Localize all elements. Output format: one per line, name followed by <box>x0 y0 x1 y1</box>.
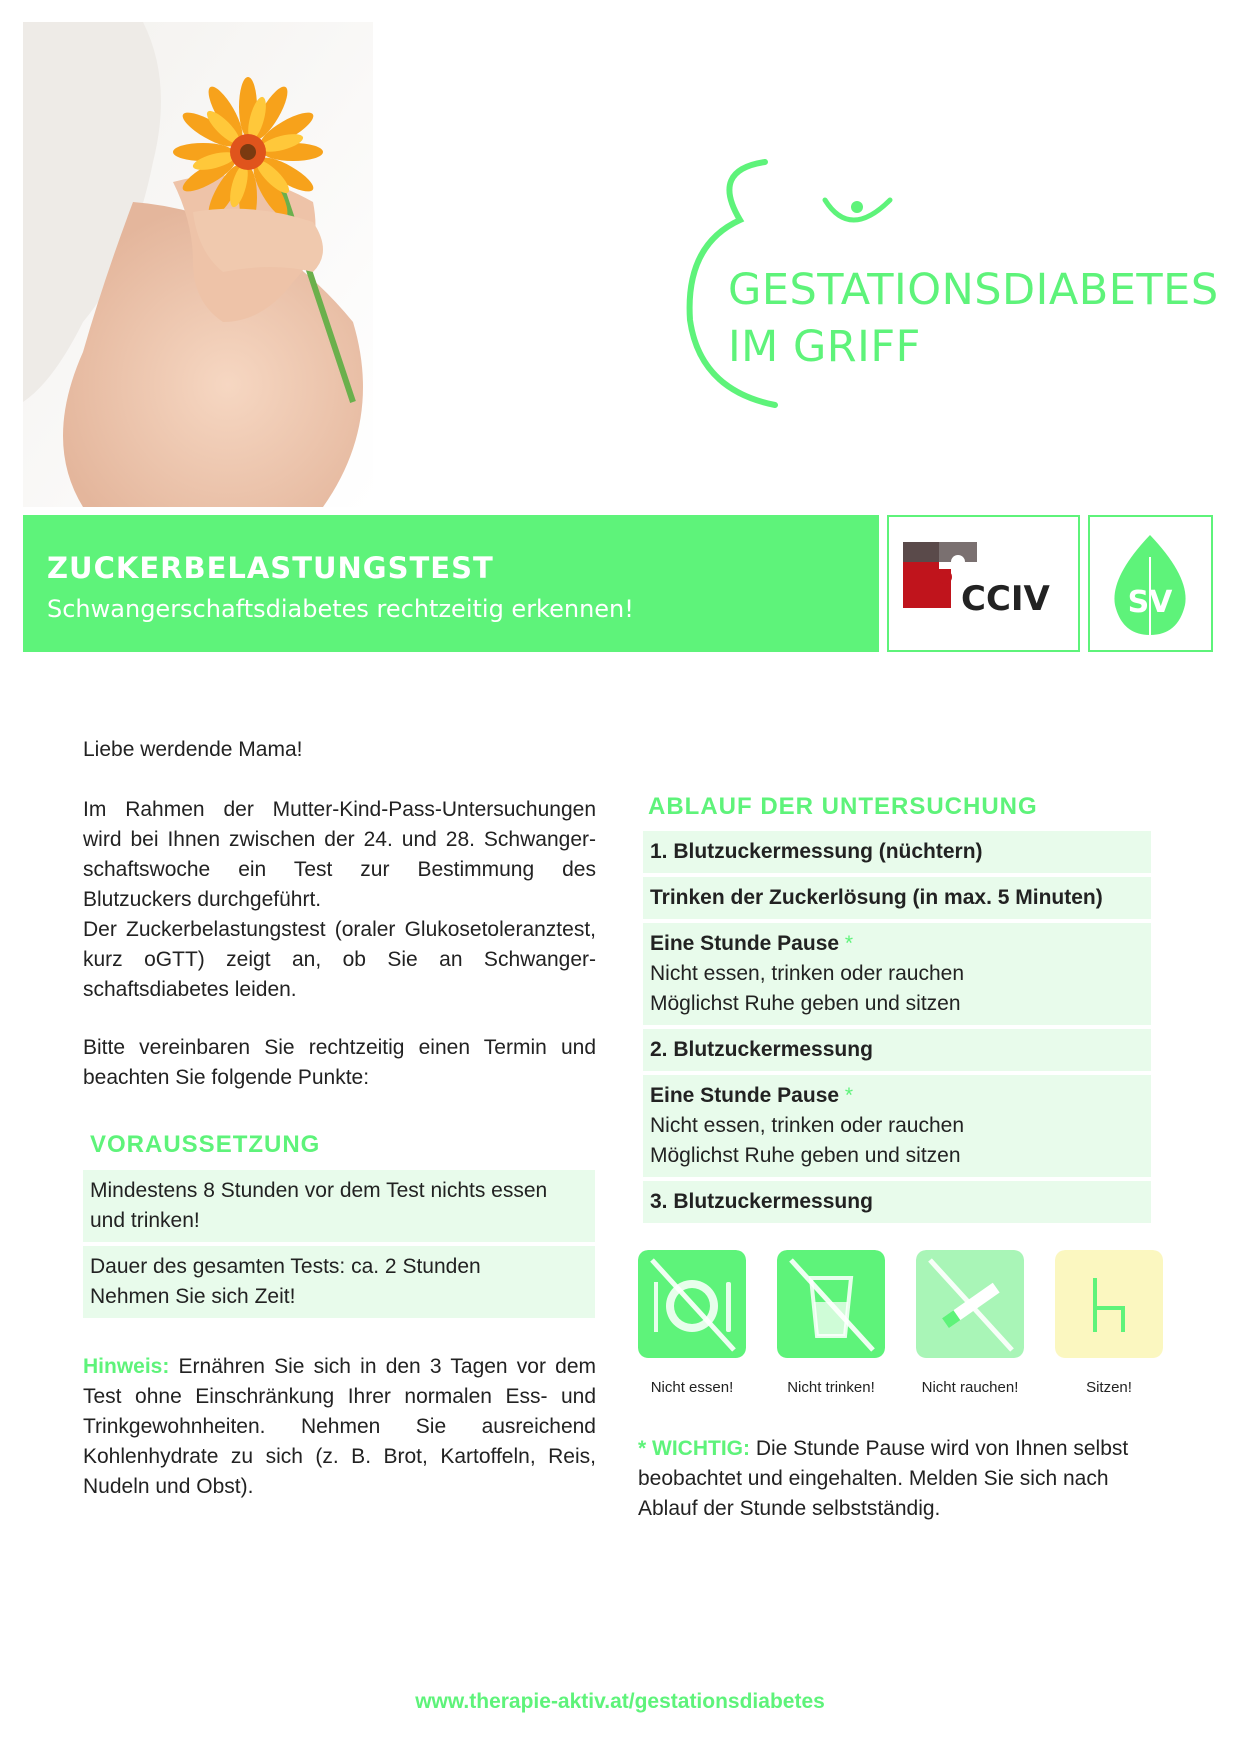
cciv-puzzle-icon <box>889 517 1078 650</box>
greeting: Liebe werdende Mama! <box>83 738 303 761</box>
step-detail: Nicht essen, trinken oder rauchen <box>650 962 965 985</box>
prerequisite-heading: VORAUSSETZUNG <box>90 1131 321 1158</box>
icon-label: Nicht rauchen! <box>921 1379 1019 1396</box>
asterisk-marker: * <box>844 932 854 955</box>
rule-no-eating <box>638 1250 746 1396</box>
diet-note <box>83 1352 596 1502</box>
prerequisite-item <box>83 1246 595 1318</box>
intro-text-1: Im Rahmen der Mutter-Kind-Pass-Untersuchungen wird bei Ihnen zwischen der 24. und 28. Schwangerschaftswoche ein Test zur Bestimmung des Blutzuckers durchgeführt. <box>83 798 596 911</box>
footer-url: www.therapie-aktiv.at/gestationsdiabetes <box>415 1690 825 1713</box>
chair-icon <box>1055 1250 1163 1358</box>
sv-leaf-icon <box>1090 517 1211 650</box>
step-title: Eine Stunde Pause <box>650 932 840 955</box>
procedure-step <box>643 831 1151 873</box>
brand-logo <box>680 150 1219 430</box>
procedure-step <box>643 1075 1151 1177</box>
icon-label: Sitzen! <box>1086 1379 1132 1396</box>
hero-photo <box>23 22 373 507</box>
important-note <box>638 1434 1158 1524</box>
prerequisite-text: Dauer des gesamten Tests: ca. 2 Stunden <box>90 1255 481 1278</box>
rules-icons <box>638 1250 1158 1400</box>
step-title: 2. Blutzuckermessung <box>650 1038 873 1061</box>
prerequisite-text: Mindestens 8 Stunden vor dem Test nichts essen und trinken! <box>90 1179 548 1232</box>
step-title: Trinken der Zuckerlösung (in max. 5 Minuten) <box>650 886 1103 909</box>
procedure-heading: ABLAUF DER UNTERSUCHUNG <box>648 793 1038 820</box>
appointment-paragraph: Bitte vereinbaren Sie rechtzeitig einen Termin und beachten Sie folgende Punkte: <box>83 1036 596 1089</box>
brand-title-line1: GESTATIONSDIABETES <box>728 265 1219 315</box>
cciv-logo <box>887 515 1080 652</box>
procedure-step <box>643 923 1151 1025</box>
step-title: 3. Blutzuckermessung <box>650 1190 873 1213</box>
step-detail: Möglichst Ruhe geben und sitzen <box>650 992 961 1015</box>
sv-wordmark: SV <box>1127 585 1173 620</box>
prerequisite-item <box>83 1170 595 1242</box>
rule-no-smoking <box>916 1250 1024 1396</box>
step-title: Eine Stunde Pause <box>650 1084 840 1107</box>
cciv-wordmark: CCIV <box>961 579 1050 619</box>
step-detail: Möglichst Ruhe geben und sitzen <box>650 1144 961 1167</box>
no-smoking-icon <box>916 1250 1024 1358</box>
rule-sitting <box>1055 1250 1163 1396</box>
prerequisite-list <box>83 1170 595 1322</box>
intro-text-2: Der Zuckerbelastungstest (oraler Glukosetoleranztest, kurz oGTT) zeigt an, ob Sie an Schwangerschaftsdiabetes leiden. <box>83 918 596 1001</box>
important-text: Die Stunde Pause wird von Ihnen selbst beobachtet und eingehalten. Melden Sie sich nach Ablauf der Stunde selbstständig. <box>638 1437 1129 1520</box>
no-eating-icon <box>638 1250 746 1358</box>
procedure-step <box>643 1181 1151 1223</box>
asterisk-marker: * <box>844 1084 854 1107</box>
title-banner <box>23 515 879 652</box>
step-detail: Nicht essen, trinken oder rauchen <box>650 1114 965 1137</box>
sv-logo <box>1088 515 1213 652</box>
icon-label: Nicht essen! <box>650 1379 734 1396</box>
icon-label: Nicht trinken! <box>787 1379 875 1396</box>
no-drinking-icon <box>777 1250 885 1358</box>
procedure-steps <box>643 831 1151 1227</box>
intro-paragraph <box>83 795 596 1005</box>
note-label: Hinweis: <box>83 1355 170 1378</box>
important-label: * WICHTIG: <box>638 1437 750 1460</box>
banner-title: ZUCKERBELASTUNGSTEST <box>47 551 494 585</box>
rule-no-drinking <box>777 1250 885 1396</box>
step-title: 1. Blutzuckermessung (nüchtern) <box>650 840 983 863</box>
procedure-step <box>643 877 1151 919</box>
banner-subtitle: Schwangerschaftsdiabetes rechtzeitig erkennen! <box>47 595 634 623</box>
prerequisite-text: Nehmen Sie sich Zeit! <box>90 1285 296 1308</box>
procedure-step <box>643 1029 1151 1071</box>
brand-title-line2: IM GRIFF <box>728 322 921 372</box>
note-text: Ernähren Sie sich in den 3 Tagen vor dem Test ohne Einschränkung Ihrer normalen Ess- und Trinkgewohnheiten. Nehmen Sie ausreichend Kohlenhydrate zu sich (z. B. Brot, Kartoffeln, Reis, Nudeln und Obst). <box>83 1355 596 1498</box>
